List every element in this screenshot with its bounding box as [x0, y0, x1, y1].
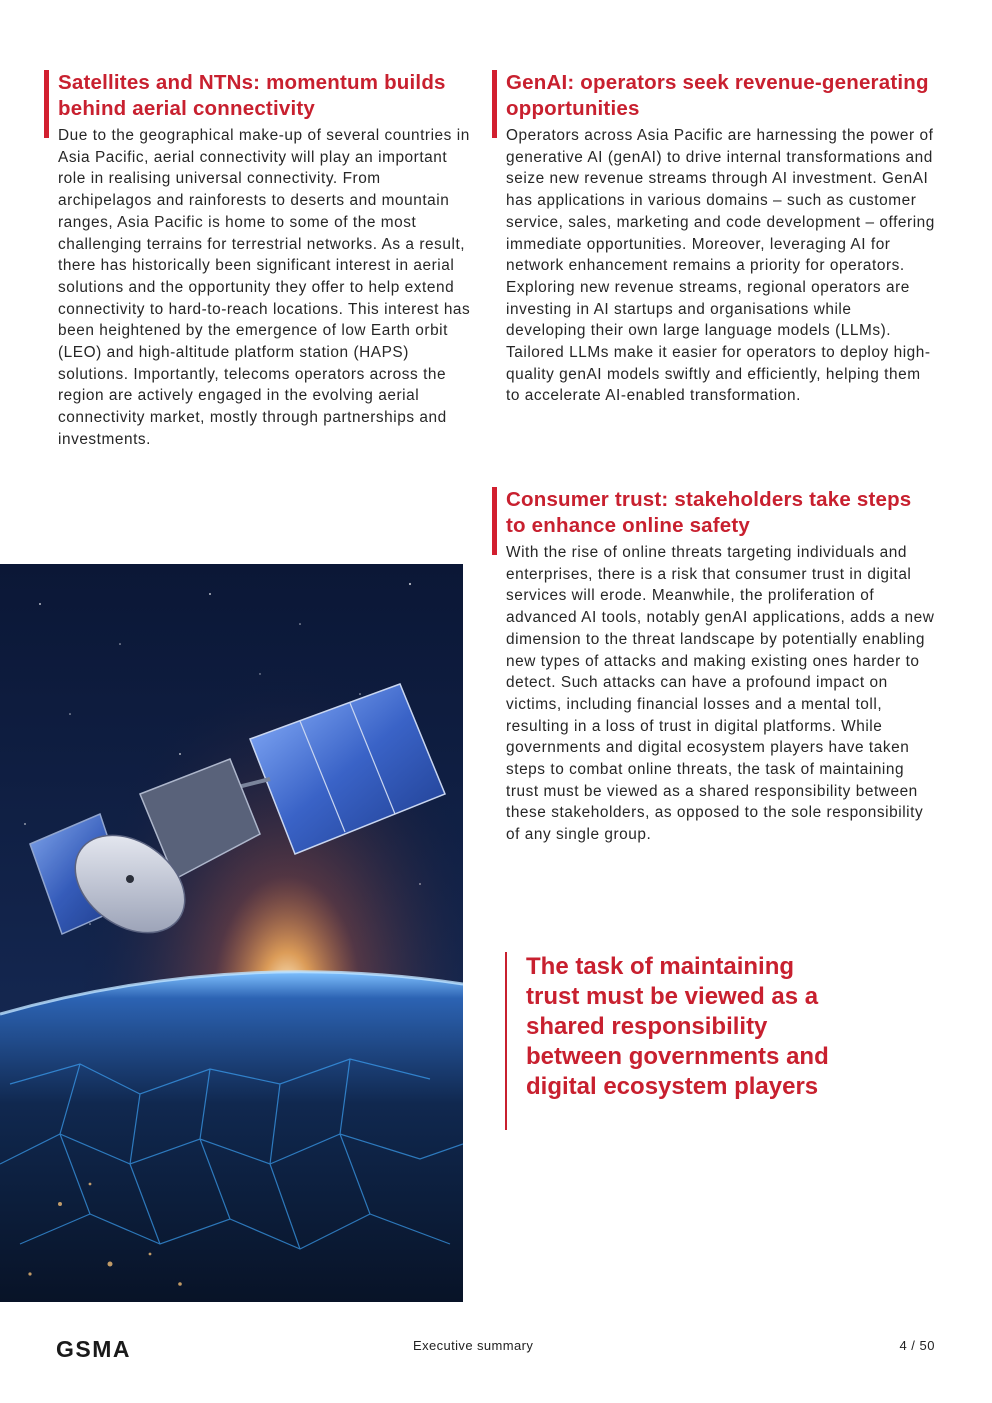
- section-body: With the rise of online threats targeting individuals and enterprises, there is a risk that consumer trust in digital services will erode. Meanwhile, the proliferation of advanced AI tools, notably genAI applications, adds a new dimension to the threat landscape by potentially enabling new types of attacks and making existing ones harder to detect. Such attacks can have a profound impact on victims, including financial losses and a mental toll, resulting in a loss of trust in digital platforms. While governments and digital ecosystem players have taken steps to combat online threats, the task of maintaining trust must be viewed as a shared responsibility between these stakeholders, as opposed to the sole responsibility of any single group.: [506, 544, 935, 844]
- section-genai: [492, 70, 936, 407]
- satellite-illustration: [0, 564, 463, 1302]
- section-accent-bar: [44, 70, 49, 138]
- section-consumer-trust: [492, 487, 936, 846]
- section-accent-bar: [492, 70, 497, 138]
- page-footer: [0, 1330, 992, 1370]
- footer-section-label: Executive summary: [413, 1338, 534, 1353]
- section-body: Operators across Asia Pacific are harnessing the power of generative AI (genAI) to drive internal transformations and seize new revenue streams through AI investment. GenAI has applications in various domains – such as customer service, sales, marketing and code development – offering immediate opportunities. Moreover, leveraging AI for network enhancement remains a priority for operators. Exploring new revenue streams, regional operators are investing in AI startups and organisations while developing their own large language models (LLMs). Tailored LLMs make it easier for operators to deploy high-quality genAI models swiftly and efficiently, helping them to accelerate AI-enabled transformation.: [506, 127, 935, 405]
- section-body: Due to the geographical make-up of several countries in Asia Pacific, aerial connectivity will play an important role in realising universal connectivity. From archipelagos and rainforests to deserts and mountain ranges, Asia Pacific is home to some of the most challenging terrains for terrestrial networks. As a result, there has historically been significant interest in aerial solutions and the opportunity they offer to help extend connectivity to hard-to-reach locations. This interest has been heightened by the emergence of low Earth orbit (LEO) and high-altitude platform station (HAPS) solutions. Importantly, telecoms operators across the region are actively engaged in the evolving aerial connectivity market, mostly through partnerships and investments.: [58, 127, 471, 448]
- gsma-logo[interactable]: [56, 1338, 178, 1365]
- pull-quote: [505, 952, 845, 1102]
- section-heading: Consumer trust: stakeholders take steps to enhance online safety: [506, 488, 912, 537]
- pull-quote-text: The task of maintaining trust must be viewed as a shared responsibility between governments and digital ecosystem players: [526, 953, 829, 1100]
- gsma-logo-graphic: [56, 1338, 178, 1360]
- pull-quote-bar: [505, 952, 507, 1130]
- section-heading: GenAI: operators seek revenue-generating opportunities: [506, 71, 929, 120]
- section-heading: Satellites and NTNs: momentum builds behind aerial connectivity: [58, 71, 446, 120]
- section-accent-bar: [492, 487, 497, 555]
- satellite-earth-image: [0, 564, 463, 1302]
- section-satellites: [44, 70, 474, 451]
- gsma-logo-text: GSMA: [56, 1338, 131, 1360]
- page-number: 4 / 50: [899, 1338, 935, 1353]
